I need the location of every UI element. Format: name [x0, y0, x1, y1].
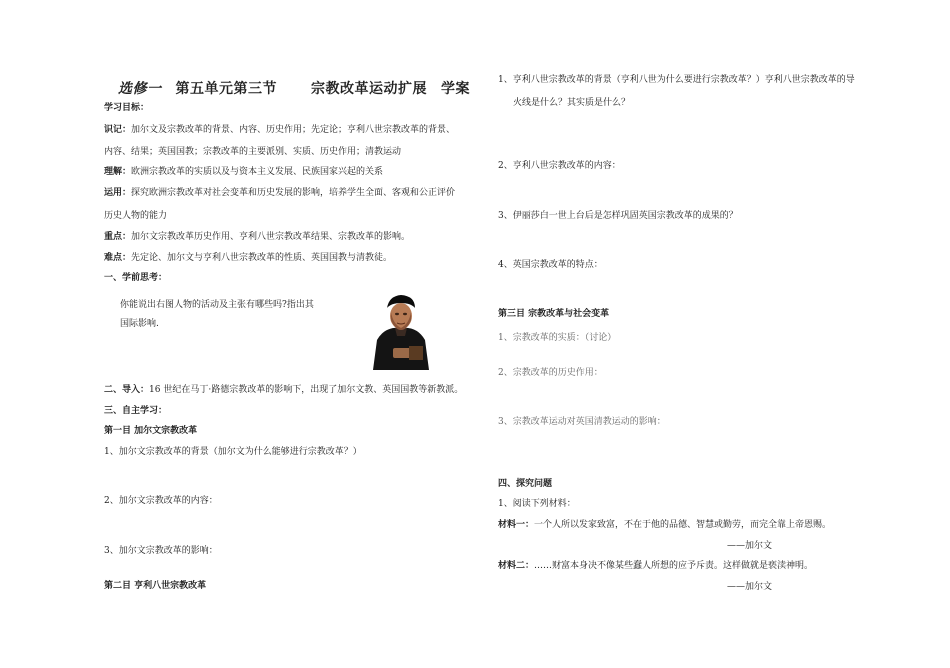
part3-question-1: 1、宗教改革的实质：（讨论） — [498, 333, 617, 343]
goal-recall-cont: 内容、结果；英国国教；宗教改革的主要派别、实质、历史作用；清教运动 — [104, 147, 402, 157]
part1-question-2: 2、加尔文宗教改革的内容： — [104, 496, 218, 506]
section2 — [104, 384, 463, 397]
part2-question-1-cont: 火线是什么？其实质是什么？ — [513, 98, 631, 108]
material-label: 材料二： — [498, 561, 535, 571]
page-title — [118, 78, 470, 98]
section1-text: 你能说出右图人物的活动及主张有哪些吗?指出其 — [120, 300, 314, 310]
part1-question-1: 1、加尔文宗教改革的背景（加尔文为什么能够进行宗教改革？） — [104, 447, 362, 457]
title-suffix: 学案 — [441, 81, 470, 97]
goal-text: 欧洲宗教改革的实质以及与资本主义发展、民族国家兴起的关系 — [131, 167, 384, 177]
goal-difficult — [104, 252, 392, 265]
material-text: 一个人所以发家致富，不在于他的品德、智慧或勤劳，而完全靠上帝恩赐。 — [534, 520, 832, 530]
goal-text: 加尔文及宗教改革的背景、内容、历史作用；先定论；亨利八世宗教改革的背景、 — [131, 125, 456, 135]
goals-heading: 学习目标： — [104, 103, 150, 113]
section1-heading: 一、学前思考： — [104, 273, 168, 283]
part3-title: 第三目 宗教改革与社会变革 — [498, 309, 610, 319]
part2-question-2: 2、亨利八世宗教改革的内容： — [498, 161, 621, 171]
section2-heading: 二、导入： — [104, 385, 150, 395]
section1-text-cont: 国际影响. — [120, 319, 159, 329]
part3-question-3: 3、宗教改革运动对英国清教运动的影响： — [498, 417, 666, 427]
material-label: 材料一： — [498, 520, 535, 530]
section2-text: 16 世纪在马丁·路德宗教改革的影响下，出现了加尔文教、英国国教等新教派。 — [149, 385, 464, 395]
part2-question-1: 1、亨利八世宗教改革的背景（亨利八世为什么要进行宗教改革？）亨利八世宗教改革的导 — [498, 75, 855, 85]
part3-question-2: 2、宗教改革的历史作用： — [498, 368, 603, 378]
goal-apply — [104, 187, 455, 200]
unit-section: 第五单元第三节 — [175, 81, 277, 97]
part2-title: 第二目 亨利八世宗教改革 — [104, 581, 207, 591]
goal-understand — [104, 166, 383, 179]
material-1-source: ——加尔文 — [727, 541, 773, 551]
part2-question-3: 3、伊丽莎白一世上台后是怎样巩固英国宗教改革的成果的？ — [498, 211, 738, 221]
material-text: ……财富本身决不像某些蠢人所想的应予斥责。这样做就是亵渎神明。 — [534, 561, 814, 571]
part1-title: 第一目 加尔文宗教改革 — [104, 426, 198, 436]
part1-question-3: 3、加尔文宗教改革的影响： — [104, 546, 218, 556]
goal-label: 重点： — [104, 232, 132, 242]
goal-text: 加尔文宗教改革历史作用、亨利八世宗教改革结果、宗教改革的影响。 — [131, 232, 411, 242]
section4-intro: 1、阅读下列材料： — [498, 499, 576, 509]
goal-apply-cont: 历史人物的能力 — [104, 211, 168, 221]
section3-heading: 三、自主学习： — [104, 406, 168, 416]
section4-heading: 四、探究问题 — [498, 479, 553, 489]
goal-label: 理解： — [104, 167, 132, 177]
material-2-source: ——加尔文 — [727, 582, 773, 592]
goal-recall — [104, 124, 455, 137]
portrait-image — [371, 290, 431, 370]
goal-label: 识记： — [104, 125, 132, 135]
lesson-topic: 宗教改革运动扩展 — [311, 81, 427, 97]
course-logo: 选修一 — [118, 81, 162, 97]
goal-label: 难点： — [104, 253, 132, 263]
material-1 — [498, 519, 831, 532]
goal-key — [104, 231, 410, 244]
goal-text: 探究欧洲宗教改革对社会变革和历史发展的影响，培养学生全面、客观和公正评价 — [131, 188, 456, 198]
goal-label: 运用： — [104, 188, 132, 198]
part2-question-4: 4、英国宗教改革的特点： — [498, 260, 603, 270]
material-2 — [498, 560, 813, 573]
goal-text: 先定论、加尔文与亨利八世宗教改革的性质、英国国教与清教徒。 — [131, 253, 393, 263]
